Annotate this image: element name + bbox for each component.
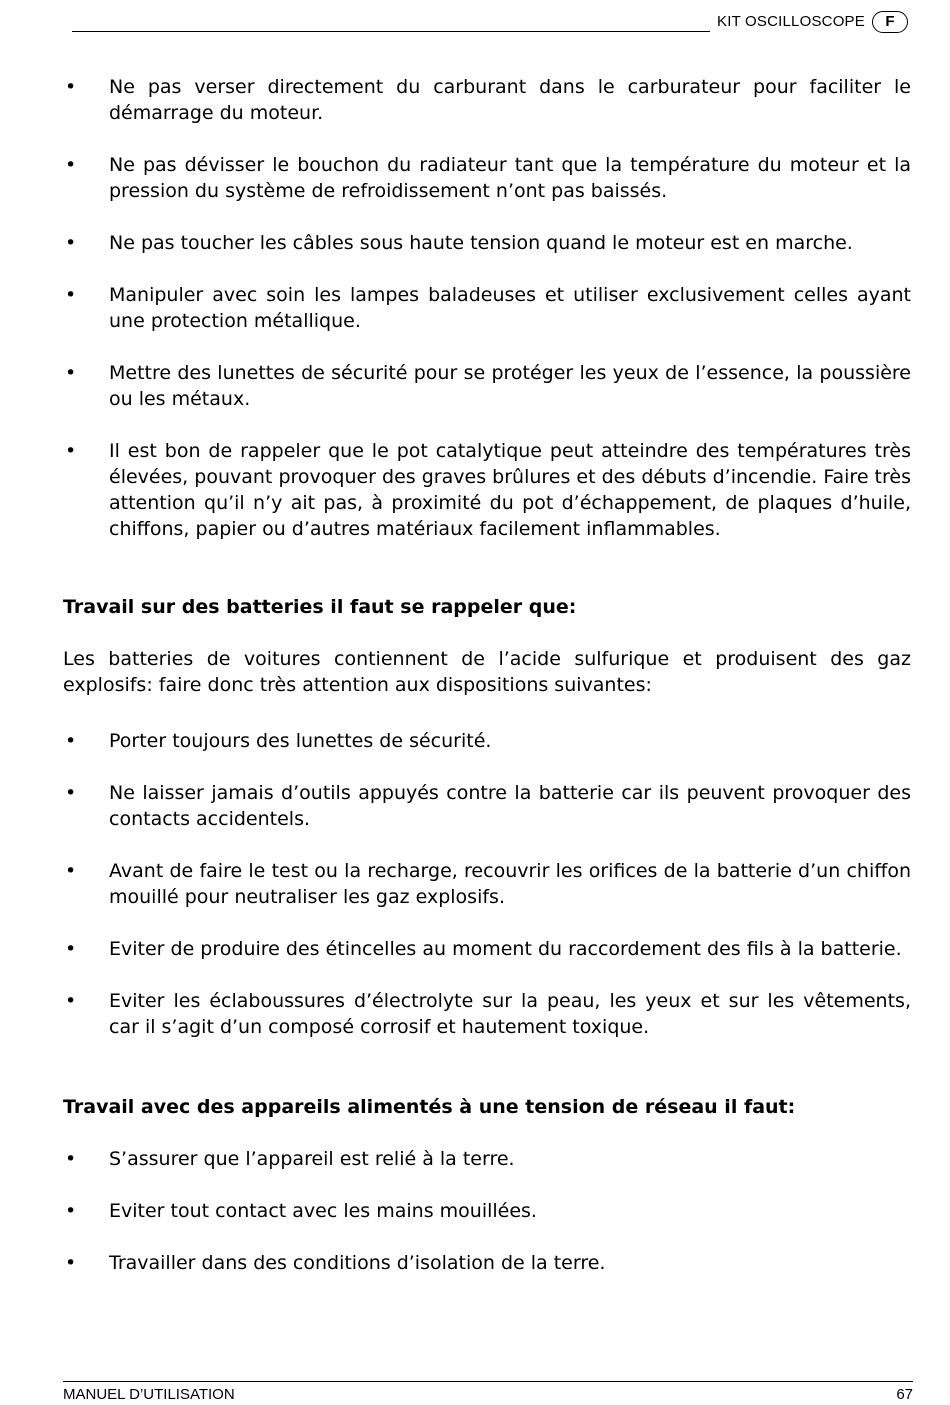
bullet-icon: •	[65, 782, 77, 804]
list-item: • Avant de faire le test ou la recharge, recouvrir les orifices de la batterie d’un chiffon mouillé pour neutraliser les gaz explosifs.	[65, 860, 911, 908]
batteries-intro: Les batteries de voitures contiennent de l’acide sulfurique et produisent des gaz explosifs: faire donc très attention aux dispositions suivantes:	[63, 648, 911, 696]
bullet-icon: •	[65, 362, 77, 384]
list-item: • Eviter tout contact avec les mains mouillées.	[65, 1200, 537, 1222]
bullet-icon: •	[65, 730, 77, 752]
list-item: • Travailler dans des conditions d’isolation de la terre.	[65, 1252, 606, 1274]
footer-title: MANUEL D’UTILISATION	[63, 1386, 235, 1403]
bullet-icon: •	[65, 440, 77, 462]
header-title: KIT OSCILLOSCOPE	[717, 13, 865, 30]
list-item: • Ne pas verser directement du carburant dans le carburateur pour faciliter le démarrage du moteur.	[65, 76, 911, 124]
bullet-icon: •	[65, 1148, 77, 1170]
list-item: • Eviter les éclaboussures d’électrolyte sur la peau, les yeux et sur les vêtements, car il s’agit d’un composé corrosif et hautement toxique.	[65, 990, 911, 1038]
bullet-icon: •	[65, 990, 77, 1012]
bullet-icon: •	[65, 1200, 77, 1222]
page-number: 67	[896, 1386, 913, 1403]
bullet-icon: •	[65, 284, 77, 306]
list-item: • S’assurer que l’appareil est relié à la terre.	[65, 1148, 515, 1170]
page-header	[72, 11, 910, 35]
safety-list-batteries	[63, 728, 911, 1040]
page-content	[63, 74, 911, 1302]
list-item: • Il est bon de rappeler que le pot catalytique peut atteindre des températures très élevées, pouvant provoquer des graves brûlures et des débuts d’incendie. Faire très attention qu’il n’y ait pas, à proximité du pot d’échappement, de plaques d’huile, chiffons, papier ou d’autres matériaux facilement inflammables.	[65, 440, 911, 540]
page-footer	[63, 1381, 913, 1403]
bullet-icon: •	[65, 154, 77, 176]
language-badge: F	[872, 11, 908, 33]
bullet-icon: •	[65, 1252, 77, 1274]
list-item: • Manipuler avec soin les lampes baladeuses et utiliser exclusivement celles ayant une protection métallique.	[65, 284, 911, 332]
header-rule	[72, 31, 710, 32]
list-item: • Porter toujours des lunettes de sécurité.	[65, 730, 492, 752]
list-item: • Mettre des lunettes de sécurité pour se protéger les yeux de l’essence, la poussière ou les métaux.	[65, 362, 911, 410]
safety-list-general	[63, 74, 911, 542]
list-item: • Ne pas dévisser le bouchon du radiateur tant que la température du moteur et la pression du système de refroidissement n’ont pas baissés.	[65, 154, 911, 202]
bullet-icon: •	[65, 76, 77, 98]
section-heading-mains-power: Travail avec des appareils alimentés à une tension de réseau il faut:	[63, 1096, 796, 1118]
safety-list-mains-power	[63, 1146, 911, 1276]
bullet-icon: •	[65, 232, 77, 254]
list-item: • Ne pas toucher les câbles sous haute tension quand le moteur est en marche.	[65, 232, 853, 254]
section-heading-batteries: Travail sur des batteries il faut se rappeler que:	[63, 596, 577, 618]
bullet-icon: •	[65, 860, 77, 882]
list-item: • Ne laisser jamais d’outils appuyés contre la batterie car ils peuvent provoquer des contacts accidentels.	[65, 782, 911, 830]
list-item: • Eviter de produire des étincelles au moment du raccordement des fils à la batterie.	[65, 938, 902, 960]
bullet-icon: •	[65, 938, 77, 960]
